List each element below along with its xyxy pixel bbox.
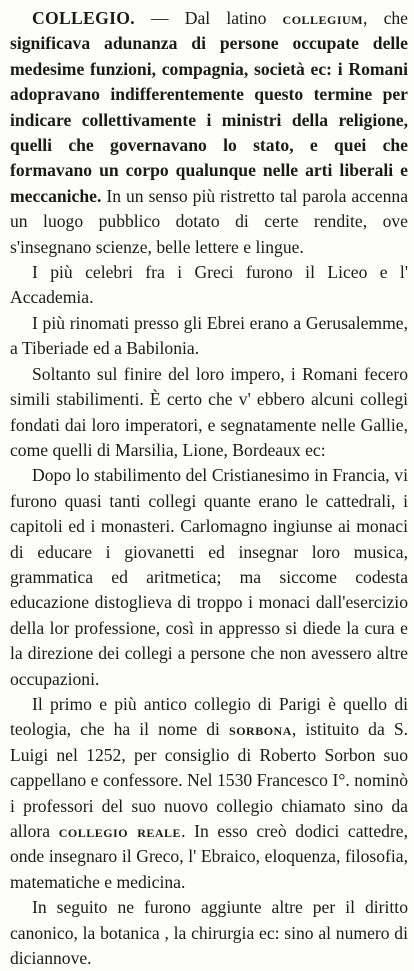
paragraph-text: In un senso più ristretto tal parola accenna un luogo pubblico dotato di certe rendite, ove s'insegnano scienze, belle lettere e lingue. [10, 185, 408, 257]
paragraph-text: Il primo e più antico collegio di Parigi è quello di teologia, che ha il nome di [10, 693, 408, 740]
headword: COLLEGIO. [32, 8, 135, 28]
paragraph-romans: Soltanto sul finire del loro impero, i Romani fecero simili stabilimenti. È certo che v' ebbero alcuni collegi fondati dai loro imperatori, e segnatamente nelle Gallie, come quelli di Marsilia, Lione, Bordeaux ec: [10, 363, 408, 460]
paragraph-text: Dal latino [184, 8, 283, 28]
headword-dash: — [134, 8, 185, 28]
collegio-reale-term: collegio reale [58, 821, 182, 841]
paragraph-text-bold: significava adunanza di persone occupate delle medesime funzioni, compagnia, società ec: i Romani adopravano indifferentemente questo termine per indicare collettivamente i ministri della religione, quelli che governavano lo stato, e quei che formavano un corpo qualunque nelle arti liberali e meccaniche. [10, 33, 408, 206]
paragraph-collegio-definition [10, 6, 408, 260]
paragraph-additions: In seguito ne furono aggiunte altre per il diritto canonico, la botanica , la chirurgia ec: sino al numero di diciannove. [10, 897, 408, 969]
latin-term: collegium [282, 8, 364, 28]
paragraph-christianity: Dopo lo stabilimento del Cristianesimo in Francia, vi furono quasi tanti collegi quante erano le cattedrali, i capitoli ed i monasteri. Carlomagno ingiunse ai monaci di educare i giovanetti ed insegnar loro musica, grammatica ed aritmetica; ma siccome codesta educazione distoglieva di troppo i monaci dall'esercizio della lor professione, così in appresso si diede la cura e la direzione dei collegi a persone che non avessero altre occupazioni. [10, 465, 408, 689]
sorbona-term: sorbona [229, 719, 292, 740]
paragraph-hebrews: I più rinomati presso gli Ebrei erano a Gerusalemme, a Tiberiade ed a Babilonia. [10, 312, 408, 359]
paragraph-greeks: I più celebri fra i Greci furono il Liceo e l' Accademia. [10, 262, 408, 308]
paragraph-text: , istituito da S. Luigi nel 1252, per consiglio di Roberto Sorbon suo cappellano e confessore. Nel 1530 Francesco I°. nominò i professori del suo nuovo collegio chiamato sino da allora [10, 719, 408, 841]
document-page [10, 6, 408, 971]
paragraph-text: . In esso creò dodici cattedre, onde insegnaro il Greco, l' Ebraico, eloquenza, filosofia, matematiche e medicina. [10, 821, 408, 892]
paragraph-text: , che [363, 8, 408, 28]
paragraph-paris [10, 692, 408, 895]
